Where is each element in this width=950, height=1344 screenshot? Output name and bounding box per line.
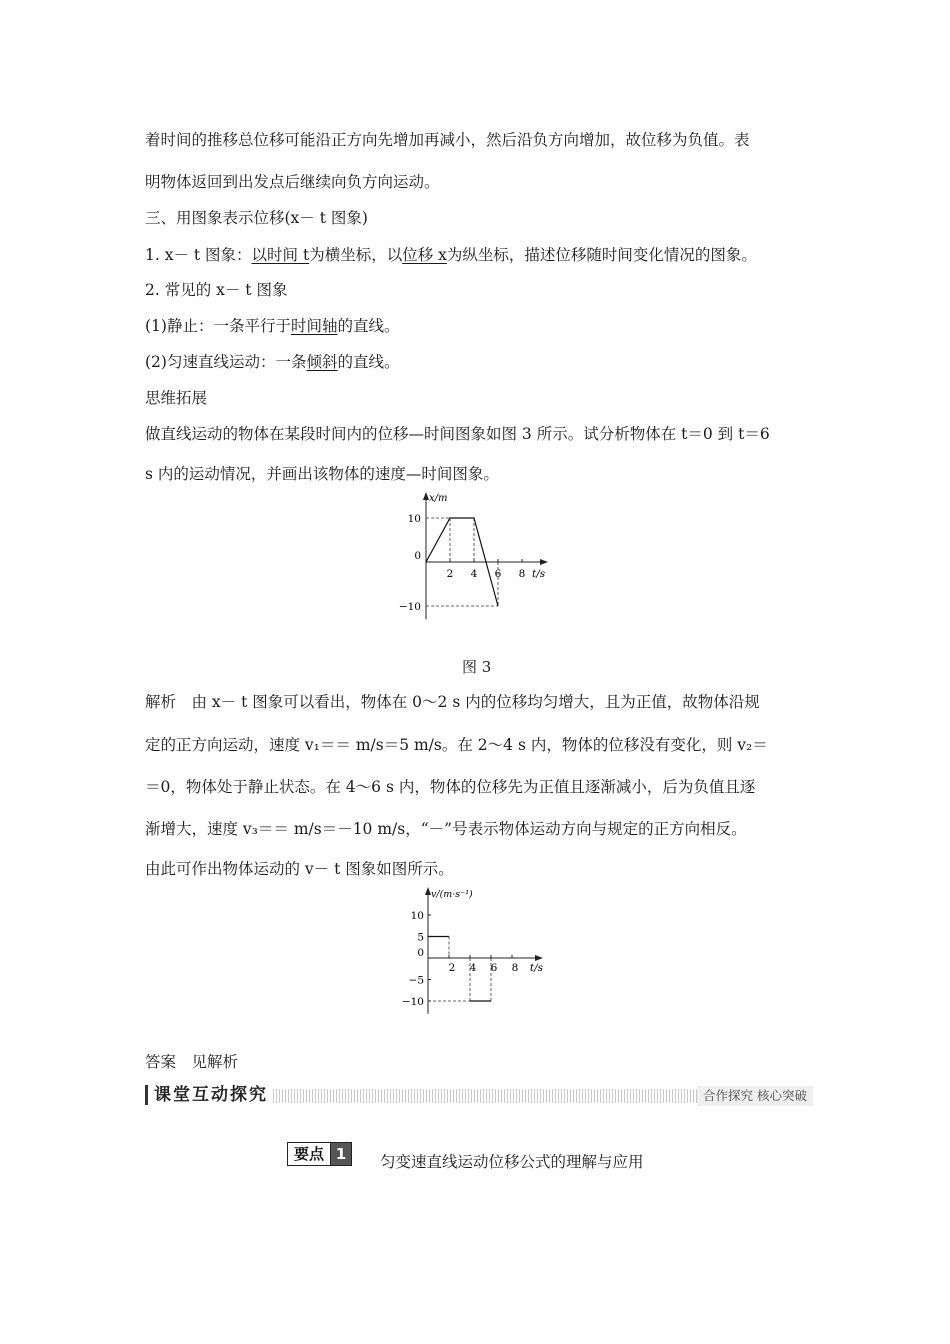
- xt-graph-svg: [380, 488, 570, 628]
- keypoint-badge: [287, 1142, 352, 1166]
- banner-title: 课堂互动探究: [145, 1085, 272, 1105]
- section-heading: 三、用图象表示位移(x－ t 图象): [145, 209, 368, 227]
- keypoint-number: 1: [331, 1142, 352, 1166]
- y-tick-label: −5: [408, 974, 424, 987]
- analysis-line: 定的正方向运动，速度 v₁＝＝ m/s＝5 m/s。在 2～4 s 内，物体的位移没有变化，则 v₂＝: [145, 736, 768, 754]
- y-tick-label: −10: [398, 601, 421, 613]
- analysis-line: 解析 由 x－ t 图象可以看出，物体在 0～2 s 内的位移均匀增大，且为正值，故物体沿规: [145, 693, 760, 711]
- x-tick-label: 6: [490, 962, 498, 974]
- x-tick-label: 2: [448, 962, 456, 974]
- definition-line: [145, 243, 757, 265]
- section-banner: [145, 1086, 813, 1106]
- subheading: 思维拓展: [145, 389, 208, 407]
- y-tick-label: 0: [417, 947, 424, 959]
- x-axis-arrow: [540, 559, 548, 565]
- text-span: (1)静止：一条平行于: [145, 317, 291, 335]
- y-tick-label: 0: [414, 550, 421, 562]
- vt-graph: [380, 883, 570, 1018]
- y-tick-label: 5: [417, 931, 424, 944]
- x-axis-label: t/s: [529, 962, 544, 974]
- xt-graph: [380, 488, 570, 628]
- underlined-term: 时间轴: [290, 317, 338, 335]
- analysis-line: 渐增大，速度 v₃＝＝ m/s＝－10 m/s，“－”号表示物体运动方向与规定的正方向相反。: [145, 820, 747, 838]
- x-axis-label: t/s: [532, 568, 546, 580]
- analysis-line: ＝0，物体处于静止状态。在 4～6 s 内，物体的位移先为正值且逐渐减小，后为负值且逐: [145, 778, 756, 796]
- text-span: (2)匀速直线运动：一条: [145, 353, 307, 371]
- answer-line: 答案 见解析: [145, 1053, 239, 1071]
- question-line: s 内的运动情况，并画出该物体的速度—时间图象。: [145, 465, 499, 483]
- x-tick-label: 6: [494, 568, 502, 580]
- underlined-term: 以时间 t: [251, 246, 310, 264]
- underlined-term: 倾斜: [306, 353, 338, 371]
- list-item: [145, 350, 400, 372]
- text-span: 1. x－ t 图象：: [145, 246, 252, 264]
- x-tick-label: 4: [469, 962, 477, 974]
- text-span: 的直线。: [337, 317, 400, 335]
- text-line: 着时间的推移总位移可能沿正方向先增加再减小，然后沿负方向增加，故位移为负值。表: [145, 131, 750, 149]
- text-span: 的直线。: [337, 353, 400, 371]
- vt-graph-svg: [380, 883, 570, 1018]
- text-span: 为纵坐标，描述位移随时间变化情况的图象。: [446, 246, 757, 264]
- banner-pattern: [273, 1089, 713, 1103]
- y-tick-label: 10: [407, 513, 421, 525]
- question-line: 做直线运动的物体在某段时间内的位移—时间图象如图 3 所示。试分析物体在 t＝0 到 t＝6: [145, 425, 770, 443]
- x-tick-label: 4: [470, 568, 478, 580]
- x-tick-label: 2: [446, 568, 454, 580]
- underlined-term: 位移 x: [402, 246, 447, 264]
- keypoint-title: 匀变速直线运动位移公式的理解与应用: [380, 1153, 644, 1171]
- x-tick-label: 8: [511, 962, 519, 974]
- text-span: 为横坐标，以: [309, 246, 403, 264]
- x-tick-label: 8: [518, 568, 526, 580]
- text-line: 2. 常见的 x－ t 图象: [145, 281, 288, 299]
- banner-subtitle: 合作探究 核心突破: [697, 1086, 813, 1106]
- y-tick-label: 10: [410, 910, 424, 922]
- y-tick-label: −10: [401, 996, 424, 1008]
- figure-caption: 图 3: [462, 658, 492, 676]
- y-axis-label: v/(m·s⁻¹): [431, 889, 473, 900]
- analysis-line: 由此可作出物体运动的 v－ t 图象如图所示。: [145, 860, 454, 878]
- text-line: 明物体返回到出发点后继续向负方向运动。: [145, 173, 440, 191]
- y-axis-label: x/m: [429, 493, 448, 504]
- list-item: [145, 314, 400, 336]
- keypoint-label: 要点: [287, 1142, 331, 1166]
- x-axis-arrow: [535, 955, 543, 961]
